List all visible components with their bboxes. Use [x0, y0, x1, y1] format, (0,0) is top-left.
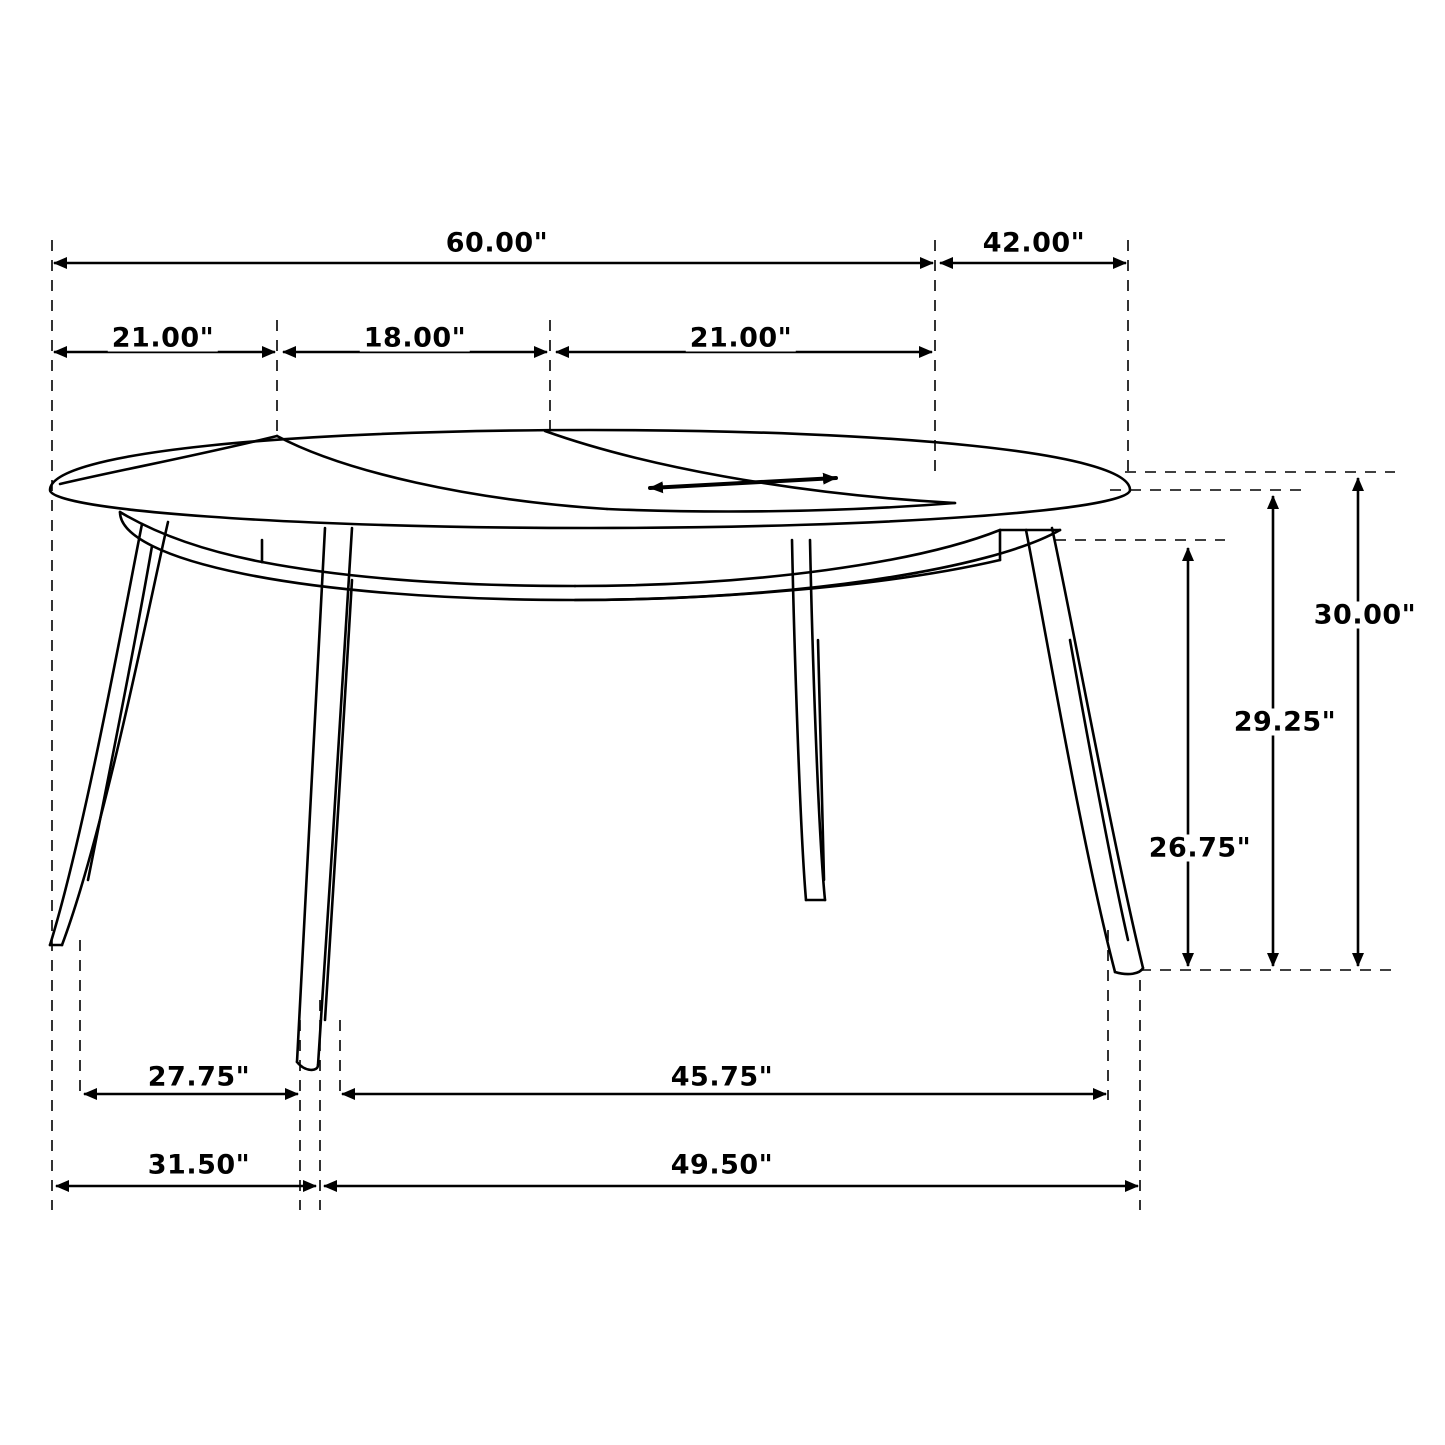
dimension-label-overall-depth: 42.00"	[979, 230, 1089, 257]
dimension-label-overall-width: 60.00"	[442, 230, 552, 257]
dimension-label-leg-spread-left-inner: 27.75"	[144, 1064, 254, 1091]
dimension-label-leg-spread-left-outer: 31.50"	[144, 1152, 254, 1179]
table-illustration	[50, 430, 1143, 1070]
dimension-label-left-top-section: 21.00"	[108, 325, 218, 352]
dimension-label-apron-height: 29.25"	[1230, 709, 1340, 736]
dimension-label-leg-spread-right-inner: 45.75"	[667, 1064, 777, 1091]
dimension-label-right-top-section: 21.00"	[686, 325, 796, 352]
dimension-label-center-leaf-width: 18.00"	[360, 325, 470, 352]
dimension-label-table-height: 30.00"	[1310, 602, 1420, 629]
dimension-lines	[54, 263, 1358, 1186]
dimension-label-clearance-height: 26.75"	[1145, 835, 1255, 862]
dimension-label-leg-spread-right-outer: 49.50"	[667, 1152, 777, 1179]
